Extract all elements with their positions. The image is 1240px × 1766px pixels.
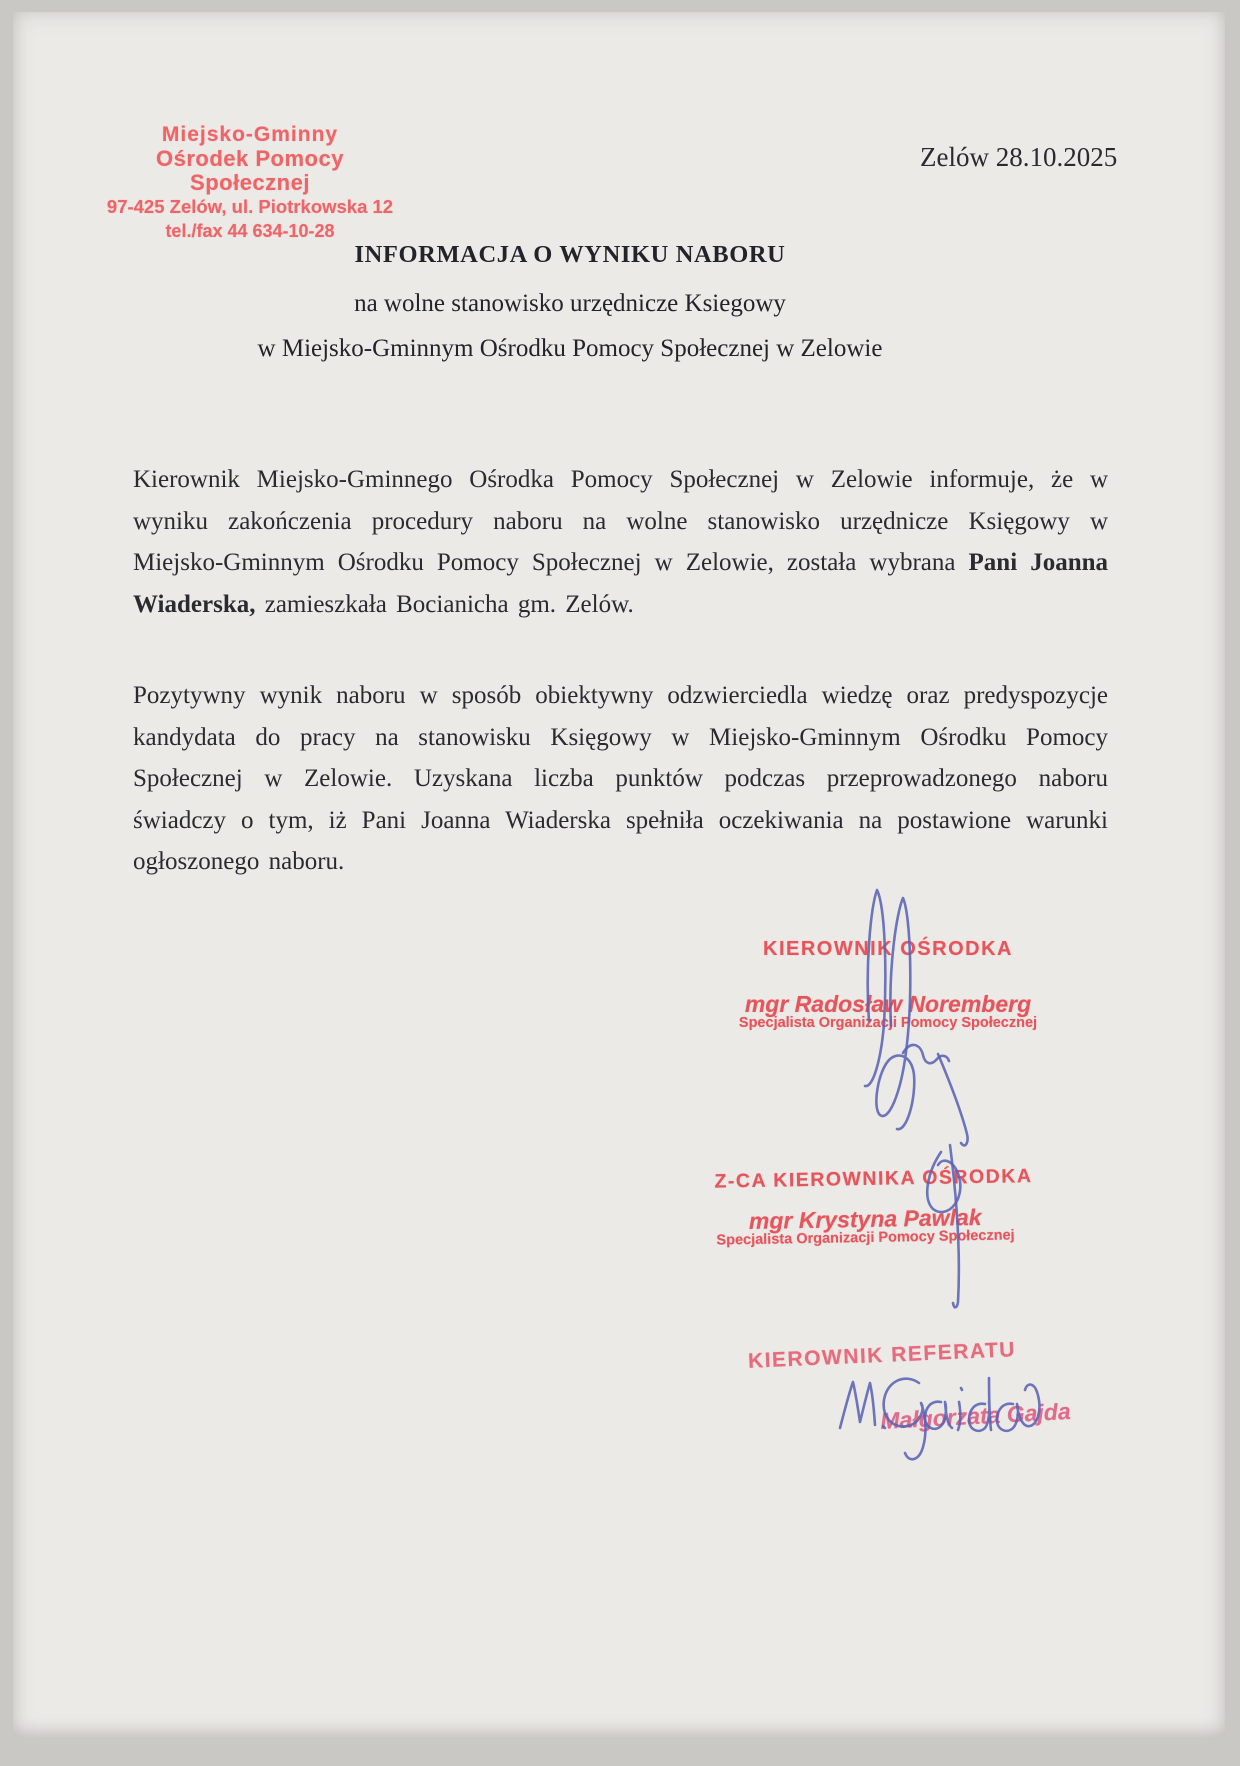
paragraph-recruitment-result (133, 459, 1108, 625)
signature-block-deputy-director (714, 1165, 1033, 1249)
noremberg-stroke-4 (938, 1054, 968, 1145)
signature2-title: Z-CA KIEROWNIKA OŚRODKA (714, 1165, 1033, 1193)
signature-block-director (738, 938, 1038, 1031)
document-heading (13, 241, 1127, 363)
gajda-j-dot (961, 1388, 962, 1390)
letterhead-phone: tel./fax 44 634-10-28 (165, 221, 335, 241)
paragraph1-text: Kierownik Miejsko-Gminnego Ośrodka Pomocy Społecznej w Zelowie informuje, że w wyniku zakończenia procedury naboru na wolne stanowisko urzędnicze Księgowy w Miejsko-Gminnym Ośrodku Pomocy Społecznej w Zelowie, została wybrana (133, 466, 1108, 576)
letterhead-org-line1: Miejsko-Gminny (161, 123, 339, 146)
document-subtitle-institution: w Miejsko-Gminnym Ośrodku Pomocy Społecznej w Zelowie (257, 335, 883, 362)
place-and-date: Zelów 28.10.2025 (920, 142, 1118, 172)
letterhead-stamp (105, 123, 395, 243)
paragraph-justification: Pozytywny wynik naboru w sposób obiektywny odzwierciedla wiedzę oraz predyspozycje kandydata do pracy na stanowisku Księgowy w Miejsko-Gminnym Ośrodku Pomocy Społecznej w Zelowie. Uzyskana liczba punktów podczas przeprowadzonego naboru świadczy o tym, iż Pani Joanna Wiaderska spełniła oczekiwania na postawione warunki ogłoszonego naboru. (133, 682, 1108, 875)
signature3-name: Małgorzata Gajda (879, 1398, 1072, 1434)
document-subtitle-position: na wolne stanowisko urzędnicze Ksiegowy (354, 290, 786, 317)
signature1-title: KIEROWNIK OŚRODKA (763, 938, 1013, 960)
signature2-name: mgr Krystyna Pawlak (748, 1203, 982, 1235)
paragraph1-text-end: zamieszkała Bocianicha gm. Zelów. (255, 590, 634, 618)
signature1-subtitle: Specjalista Organizacji Pomocy Społecznej (738, 1015, 1038, 1031)
selected-candidate-name: Pani Joanna Wiaderska, (133, 549, 1108, 618)
letterhead-org-line2: Ośrodek Pomocy Społecznej (156, 146, 344, 195)
noremberg-stroke-3 (903, 1045, 949, 1063)
letterhead-address: 97-425 Zelów, ul. Piotrkowska 12 (106, 196, 394, 217)
paper-sheet (13, 12, 1225, 1737)
signature1-name: mgr Radosław Noremberg (744, 991, 1032, 1017)
signature2-subtitle: Specjalista Organizacji Pomocy Społecznej (716, 1227, 1015, 1249)
signature3-title: KIEROWNIK REFERATU (747, 1338, 1017, 1373)
document-title: INFORMACJA O WYNIKU NABORU (354, 241, 786, 268)
